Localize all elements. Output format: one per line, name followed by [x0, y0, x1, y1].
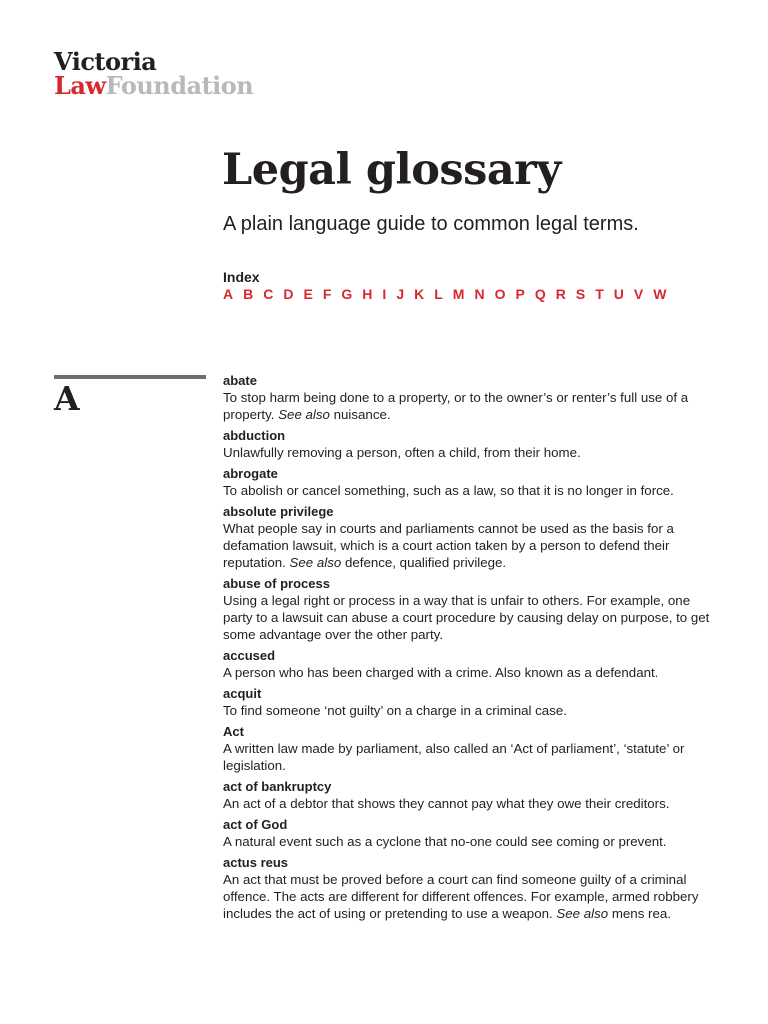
index-letter-link-m[interactable]: M: [452, 286, 465, 302]
section-letter-heading: A: [54, 379, 80, 418]
index-letter-link-d[interactable]: D: [283, 286, 294, 302]
glossary-definition: [223, 702, 723, 719]
glossary-entry: [223, 427, 723, 461]
definition-text: mens rea.: [608, 906, 671, 921]
glossary-term: acquit: [223, 686, 262, 701]
glossary-entry: [223, 503, 723, 571]
definition-text: What people say in courts and parliaments cannot be used as the basis for a defamation lawsuit, which is a court action taken by a person to defend their reputation.: [223, 521, 674, 570]
glossary-entry: [223, 647, 723, 681]
index-letter-link-h[interactable]: H: [362, 286, 373, 302]
glossary-entry: [223, 778, 723, 812]
definition-text: Using a legal right or process in a way that is unfair to others. For example, one party to a lawsuit can abuse a court procedure by causing delay on purpose, to get some advantage over the other party.: [223, 593, 710, 642]
definition-text: A written law made by parliament, also called an ‘Act of parliament’, ‘statute’ or legislation.: [223, 741, 685, 773]
index-letter-links: [223, 285, 676, 303]
glossary-definition: [223, 520, 723, 571]
definition-text: To find someone ‘not guilty’ on a charge in a criminal case.: [223, 703, 567, 718]
definition-text: An act that must be proved before a court can find someone guilty of a criminal offence. The acts are different for different offences. For example, armed robbery includes the act of using or pretending to use a weapon.: [223, 872, 699, 921]
glossary-entry: [223, 816, 723, 850]
logo-line-victoria: Victoria: [54, 47, 157, 76]
definition-text: nuisance.: [329, 407, 391, 422]
glossary-entry: [223, 723, 723, 774]
glossary-entry: [223, 465, 723, 499]
glossary-term: actus reus: [223, 855, 289, 870]
index-letter-link-a[interactable]: A: [223, 286, 234, 302]
glossary-term: absolute privilege: [223, 504, 334, 519]
logo-law: Law: [54, 71, 106, 100]
glossary-entry: [223, 575, 723, 643]
index-letter-link-t[interactable]: T: [595, 286, 604, 302]
index-letter-link-c[interactable]: C: [263, 286, 274, 302]
page-subtitle: A plain language guide to common legal terms.: [223, 213, 639, 235]
glossary-term: abate: [223, 373, 257, 388]
index-letter-link-v[interactable]: V: [633, 286, 644, 302]
index-letter-link-f[interactable]: F: [322, 286, 332, 302]
glossary-definition: [223, 833, 723, 850]
index-letter-link-b[interactable]: B: [243, 286, 254, 302]
victoria-law-foundation-logo: [54, 47, 254, 100]
see-also-label: See also: [556, 906, 609, 921]
index-letter-link-i[interactable]: I: [382, 286, 387, 302]
glossary-definition: [223, 592, 723, 643]
page-title: Legal glossary: [222, 145, 561, 195]
glossary-term: abrogate: [223, 466, 278, 481]
index-letter-link-o[interactable]: O: [494, 286, 506, 302]
glossary-entry: [223, 372, 723, 423]
glossary-definition: [223, 740, 723, 774]
glossary-definition: [223, 795, 723, 812]
index-letter-link-u[interactable]: U: [613, 286, 624, 302]
index-letter-link-j[interactable]: J: [396, 286, 405, 302]
index-letter-link-w[interactable]: W: [653, 286, 667, 302]
glossary-term: accused: [223, 648, 276, 663]
index-letter-link-g[interactable]: G: [341, 286, 353, 302]
glossary-entry: [223, 685, 723, 719]
glossary-definition: [223, 389, 723, 423]
index-letter-link-e[interactable]: E: [303, 286, 313, 302]
definition-text: An act of a debtor that shows they cannot pay what they owe their creditors.: [223, 796, 670, 811]
index-letter-link-s[interactable]: S: [575, 286, 586, 302]
glossary-term: act of bankruptcy: [223, 779, 332, 794]
logo-line-law-foundation: [54, 71, 254, 100]
index-letter-link-r[interactable]: R: [555, 286, 566, 302]
glossary-definition: [223, 664, 723, 681]
glossary-entry: [223, 854, 723, 922]
index-letter-link-l[interactable]: L: [434, 286, 443, 302]
index-letter-link-p[interactable]: P: [515, 286, 525, 302]
glossary-entries: [223, 372, 723, 926]
glossary-term: abuse of process: [223, 576, 330, 591]
glossary-term: act of God: [223, 817, 288, 832]
glossary-definition: [223, 871, 723, 922]
glossary-term: abduction: [223, 428, 286, 443]
index-letter-link-k[interactable]: K: [414, 286, 425, 302]
definition-text: A person who has been charged with a crime. Also known as a defendant.: [223, 665, 659, 680]
definition-text: A natural event such as a cyclone that no-one could see coming or prevent.: [223, 834, 667, 849]
glossary-definition: [223, 444, 723, 461]
definition-text: Unlawfully removing a person, often a child, from their home.: [223, 445, 581, 460]
definition-text: To abolish or cancel something, such as a law, so that it is no longer in force.: [223, 483, 674, 498]
glossary-term: Act: [223, 724, 244, 739]
index-letter-link-q[interactable]: Q: [534, 286, 546, 302]
logo-foundation: Foundation: [105, 71, 254, 100]
glossary-definition: [223, 482, 723, 499]
definition-text: To stop harm being done to a property, or to the owner’s or renter’s full use of a property.: [223, 390, 689, 422]
definition-text: defence, qualified privilege.: [341, 555, 507, 570]
see-also-label: See also: [278, 407, 330, 422]
index-label: Index: [223, 269, 260, 285]
see-also-label: See also: [289, 555, 342, 570]
index-letter-link-n[interactable]: N: [474, 286, 485, 302]
